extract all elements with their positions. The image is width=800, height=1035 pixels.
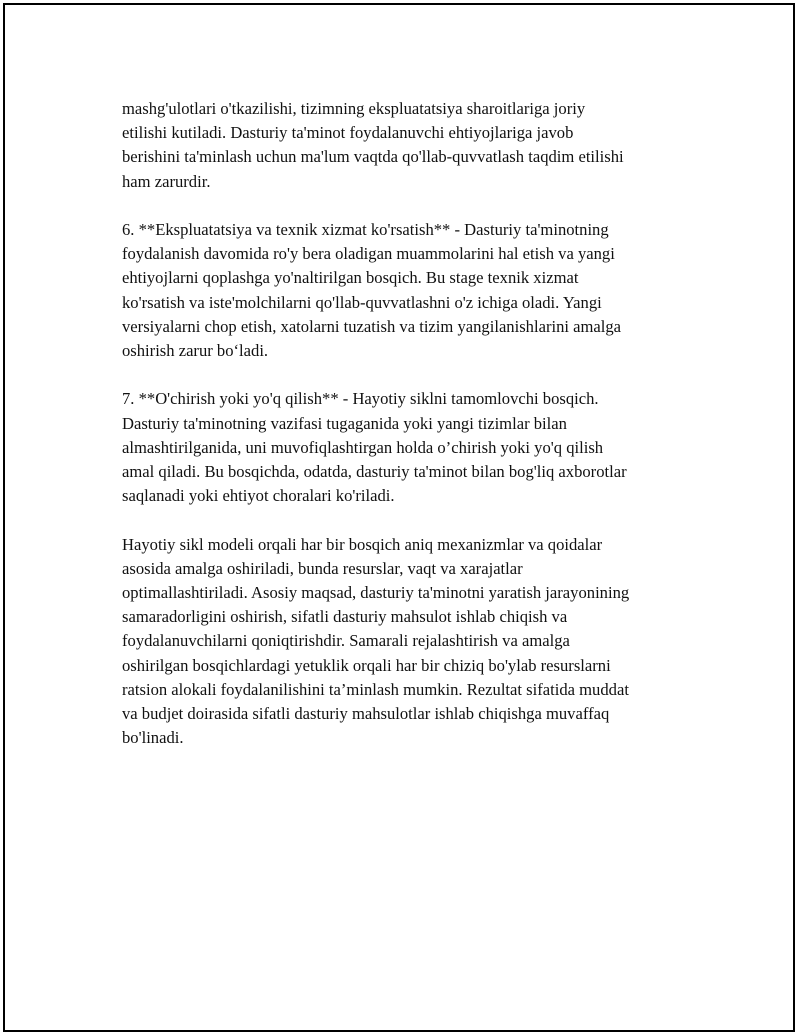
text-line: ko'rsatish va iste'molchilarni qo'llab-quvvatlashni o'z ichiga oladi. Yangi bbox=[122, 292, 602, 312]
paragraph-conclusion bbox=[122, 533, 687, 751]
paragraph-stage-7 bbox=[122, 387, 687, 508]
text-line: amal qiladi. Bu bosqichda, odatda, dasturiy ta'minot bilan bog'liq axborotlar bbox=[122, 462, 627, 482]
text-line: mashg'ulotlari o'tkazilishi, tizimning ekspluatatsiya sharoitlariga joriy bbox=[122, 99, 586, 118]
paragraph-continuation bbox=[122, 97, 687, 194]
text-line: berishini ta'minlash uchun ma'lum vaqtda qo'llab-quvvatlash taqdim etilishi bbox=[122, 147, 624, 167]
page-frame bbox=[3, 3, 795, 1032]
text-line: ratsion alokali foydalanilishini ta’minlash mumkin. Rezultat sifatida muddat bbox=[122, 679, 629, 699]
text-line: va budjet doirasida sifatli dasturiy mahsulotlar ishlab chiqishga muvaffaq bbox=[122, 704, 610, 724]
text-line: foydalanish davomida ro'y bera oladigan muammolarini hal etish va yangi bbox=[122, 244, 615, 264]
text-line: almashtirilganida, uni muvofiqlashtirgan holda o’chirish yoki yo'q qilish bbox=[122, 437, 604, 457]
text-line: asosida amalga oshiriladi, bunda resurslar, vaqt va xarajatlar bbox=[122, 558, 523, 578]
text-line: bo'linadi. bbox=[122, 728, 184, 748]
text-line: Hayotiy sikl modeli orqali har bir bosqich aniq mexanizmlar va qoidalar bbox=[122, 534, 603, 554]
text-line: versiyalarni chop etish, xatolarni tuzatish va tizim yangilanishlarini amalga bbox=[122, 316, 622, 336]
text-line: samaradorligini oshirish, sifatli dasturiy mahsulot ishlab chiqish va bbox=[122, 607, 568, 627]
text-line: saqlanadi yoki ehtiyot choralari ko'riladi. bbox=[122, 486, 395, 506]
text-line: ehtiyojlarni qoplashga yo'naltirilgan bosqich. Bu stage texnik xizmat bbox=[122, 268, 579, 288]
text-line: 6. **Ekspluatatsiya va texnik xizmat ko'rsatish** - Dasturiy ta'minotning bbox=[122, 220, 609, 239]
text-line: ham zarurdir. bbox=[122, 171, 211, 191]
text-line: oshirish zarur bo‘ladi. bbox=[122, 341, 269, 361]
text-line: oshirilgan bosqichlardagi yetuklik orqali har bir chiziq bo'ylab resurslarni bbox=[122, 655, 611, 675]
text-line: Dasturiy ta'minotning vazifasi tugaganida yoki yangi tizimlar bilan bbox=[122, 413, 567, 433]
paragraph-stage-6 bbox=[122, 218, 687, 363]
text-line: foydalanuvchilarni qoniqtirishdir. Samarali rejalashtirish va amalga bbox=[122, 631, 570, 651]
text-line: etilishi kutiladi. Dasturiy ta'minot foydalanuvchi ehtiyojlariga javob bbox=[122, 123, 574, 143]
text-line: optimallashtiriladi. Asosiy maqsad, dasturiy ta'minotni yaratish jarayonining bbox=[122, 583, 630, 603]
document-body bbox=[122, 97, 687, 775]
text-line: 7. **O'chirish yoki yo'q qilish** - Hayotiy siklni tamomlovchi bosqich. bbox=[122, 389, 599, 409]
